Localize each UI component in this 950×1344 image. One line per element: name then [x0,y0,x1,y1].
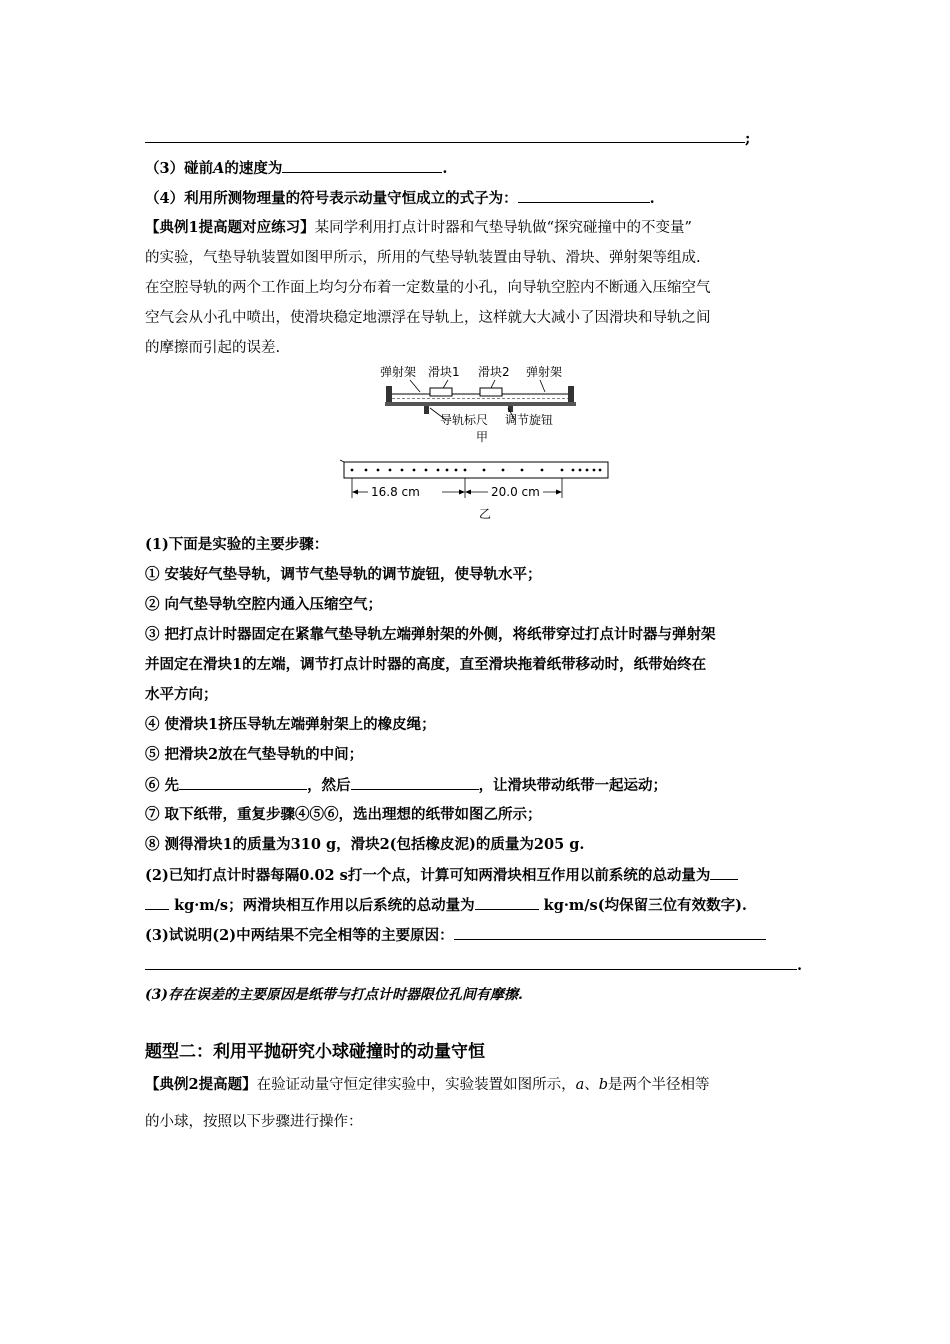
paper-tape [344,462,608,478]
answer-blank [145,128,745,143]
label-knob: 调节旋钮 [505,413,554,427]
question-3: (3)试说明(2)中两结果不完全相等的主要原因： [145,925,815,946]
tape-dot [483,469,486,472]
example-1-intro: 【典例1提高题对应练习】某同学利用打点计时器和气垫导轨做“探究碰撞中的不变量” [145,219,692,236]
track-base [385,402,576,406]
tape-dot [401,469,404,472]
answer-blank [518,188,650,203]
answer-blank [454,925,766,940]
label-ruler: 导轨标尺 [440,413,489,427]
step-7: ⑦ 取下纸带，重复步骤④⑤⑥，选出理想的纸带如图乙所示； [145,806,542,823]
tape-dot [586,469,589,472]
step-3-cont: 并固定在滑块1的左端，调节打点计时器的高度，直至滑块拖着纸带移动时，纸带始终在 [145,656,707,673]
tape-dot [437,469,440,472]
answer-blank [351,775,479,790]
tape-dot [599,469,602,472]
question-4-prev: （4）利用所测物理量的符号表示动量守恒成立的式子为： . [145,190,655,207]
tape-dot [579,469,582,472]
right-launcher [568,386,574,402]
steps-title: (1)下面是实验的主要步骤： [145,536,329,553]
answer-blank [145,955,797,970]
label-left-launcher: 弹射架 [380,365,417,379]
answer-blank [145,895,169,910]
step-6: ⑥ 先 ，然后 ，让滑块带动纸带一起运动； [145,777,668,794]
leader-line [540,380,545,392]
step-4: ④ 使滑块1挤压导轨左端弹射架上的橡皮绳； [145,716,436,733]
answer-blank [179,775,307,790]
tape-dot [377,469,380,472]
tape-dot [541,469,544,472]
leader-line [410,380,420,392]
adjust-knob [424,406,429,414]
label-slider-2: 滑块2 [478,365,510,379]
slider-2 [480,388,502,396]
caption-a: 甲 [476,430,489,444]
slider-1 [430,388,452,396]
arrow-head [459,490,465,495]
example-2-intro: 【典例2提高题】在验证动量守恒定律实验中，实验装置如图所示，a、b是两个半径相等 [145,1076,710,1093]
question-3-prev: （3）碰前A的速度为 . [145,160,448,177]
tape-dot [425,469,428,472]
question-3-cont: . [145,955,815,976]
section-heading: 题型二：利用平抛研究小球碰撞时的动量守恒 [145,1042,485,1062]
label-slider-1: 滑块1 [428,365,460,379]
example-2-text: 的小球，按照以下步骤进行操作： [145,1114,363,1130]
tape-dot [521,469,524,472]
tape-dot [593,469,596,472]
example-1-text: 在空腔导轨的两个工作面上均匀分布着一定数量的小孔，向导轨空腔内不断通入压缩空气 [145,280,711,296]
arrow-head [352,490,358,495]
tape-dot [502,469,505,472]
tape-edge [340,460,344,462]
tape-dot [464,469,467,472]
tape-dot [455,469,458,472]
answer-text: (3)存在误差的主要原因是纸带与打点计时器限位孔间有摩擦. [145,987,523,1003]
question-2-cont: kg·m/s；两滑块相互作用以后系统的总动量为 kg·m/s(均保留三位有效数字). [145,895,815,916]
label-right-launcher: 弹射架 [526,365,563,379]
answer-blank [710,865,738,880]
arrow-head [556,490,562,495]
air-track-figure [330,358,620,528]
example-1-text: 空气会从小孔中喷出，使滑块稳定地漂浮在导轨上，这样就大大减小了因滑块和导轨之间 [145,310,711,326]
caption-b: 乙 [479,507,492,521]
example-1-text: 的摩擦而引起的误差. [145,340,281,356]
tape-dot [561,469,564,472]
answer-blank [475,895,539,910]
distance-label-2: 20.0 cm [491,485,540,499]
answer-blank [282,158,442,173]
tape-dot [365,469,368,472]
previous-answer-line: ; [145,128,815,149]
distance-label-1: 16.8 cm [371,485,420,499]
step-2: ② 向气垫导轨空腔内通入压缩空气； [145,596,383,613]
step-3: ③ 把打点计时器固定在紧靠气垫导轨左端弹射架的外侧，将纸带穿过打点计时器与弹射架 [145,626,716,643]
step-3-cont: 水平方向； [145,686,218,703]
tape-dot [351,469,354,472]
tape-dot [446,469,449,472]
tape-dot [389,469,392,472]
question-2: (2)已知打点计时器每隔0.02 s打一个点，计算可知两滑块相互作用以前系统的总动量为 [145,865,815,886]
tape-dot [413,469,416,472]
left-launcher [386,386,392,402]
tape-dot [572,469,575,472]
step-8: ⑧ 测得滑块1的质量为310 g，滑块2(包括橡皮泥)的质量为205 g. [145,836,585,853]
step-5: ⑤ 把滑块2放在气垫导轨的中间； [145,746,364,763]
example-1-text: 的实验，气垫导轨装置如图甲所示，所用的气垫导轨装置由导轨、滑块、弹射架等组成. [145,250,701,266]
step-1: ① 安装好气垫导轨，调节气垫导轨的调节旋钮，使导轨水平； [145,566,542,583]
arrow-head [465,490,471,495]
